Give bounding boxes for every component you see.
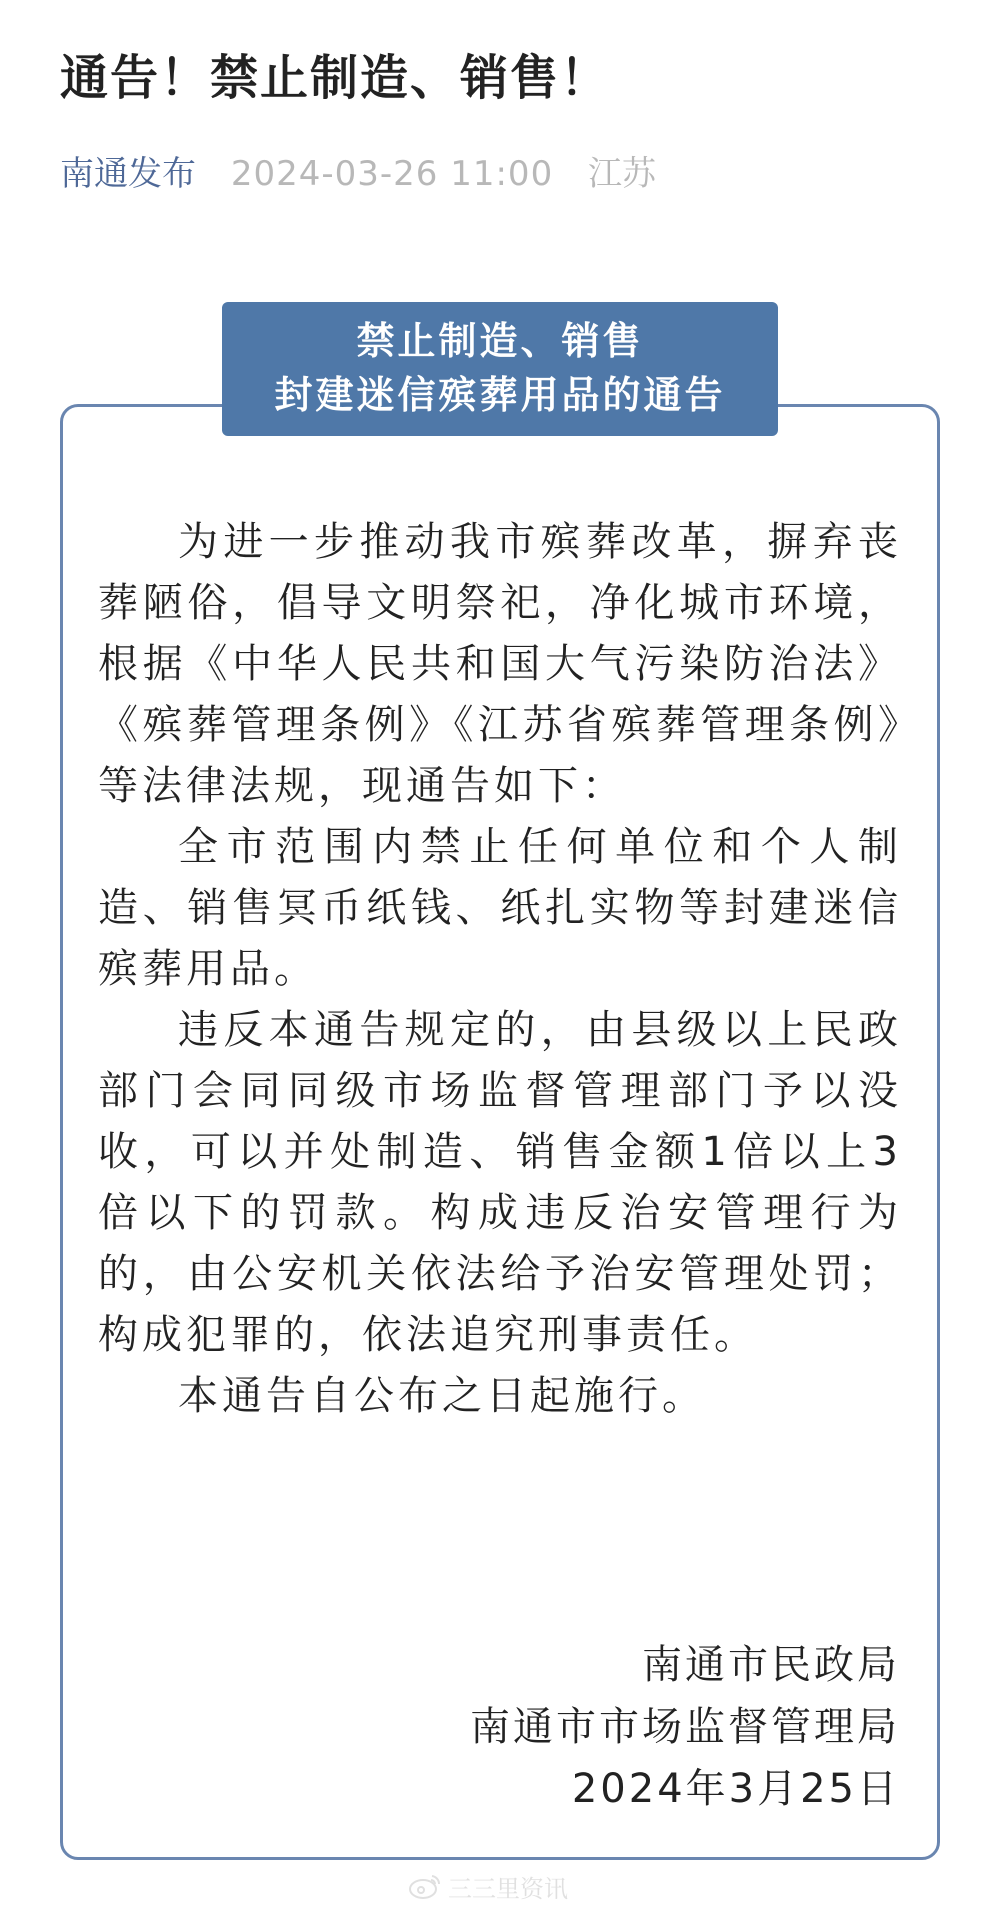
weibo-logo-icon: [408, 1872, 442, 1900]
notice-paragraph: 为进一步推动我市殡葬改革，摒弃丧葬陋俗，倡导文明祭祀，净化城市环境，根据《中华人民共和国大气污染防治法》《殡葬管理条例》《江苏省殡葬管理条例》等法律法规，现通告如下：: [98, 519, 902, 809]
article-header: [60, 44, 940, 196]
notice-banner-line1: 禁止制造、销售: [356, 319, 644, 363]
notice-paragraph: 违反本通告规定的，由县级以上民政部门会同同级市场监督管理部门予以没收，可以并处制造、销售金额1倍以上3倍以下的罚款。构成违反治安管理行为的，由公安机关依法给予治安管理处罚；构成犯罪的，依法追究刑事责任。: [98, 1007, 902, 1358]
notice-paragraph: 本通告自公布之日起施行。: [178, 1373, 706, 1419]
source-link[interactable]: 南通发布: [60, 154, 196, 194]
notice-banner: [222, 302, 778, 436]
notice-signature: [470, 1634, 900, 1820]
publish-region: 江苏: [588, 154, 657, 194]
notice-banner-line2: 封建迷信殡葬用品的通告: [274, 373, 726, 417]
signature-org1: 南通市民政局: [642, 1642, 900, 1688]
watermark-text: 三三里资讯: [448, 1874, 568, 1903]
notice-body: [98, 512, 902, 1427]
article-meta: [60, 152, 940, 196]
notice-paragraph: 全市范围内禁止任何单位和个人制造、销售冥币纸钱、纸扎实物等封建迷信殡葬用品。: [98, 824, 902, 992]
watermark: [408, 1868, 568, 1904]
signature-org2: 南通市市场监督管理局: [470, 1704, 900, 1750]
publish-time: 2024-03-26 11:00: [230, 154, 554, 194]
signature-date: 2024年3月25日: [571, 1766, 900, 1812]
article-title: 通告！禁止制造、销售！: [60, 50, 611, 106]
